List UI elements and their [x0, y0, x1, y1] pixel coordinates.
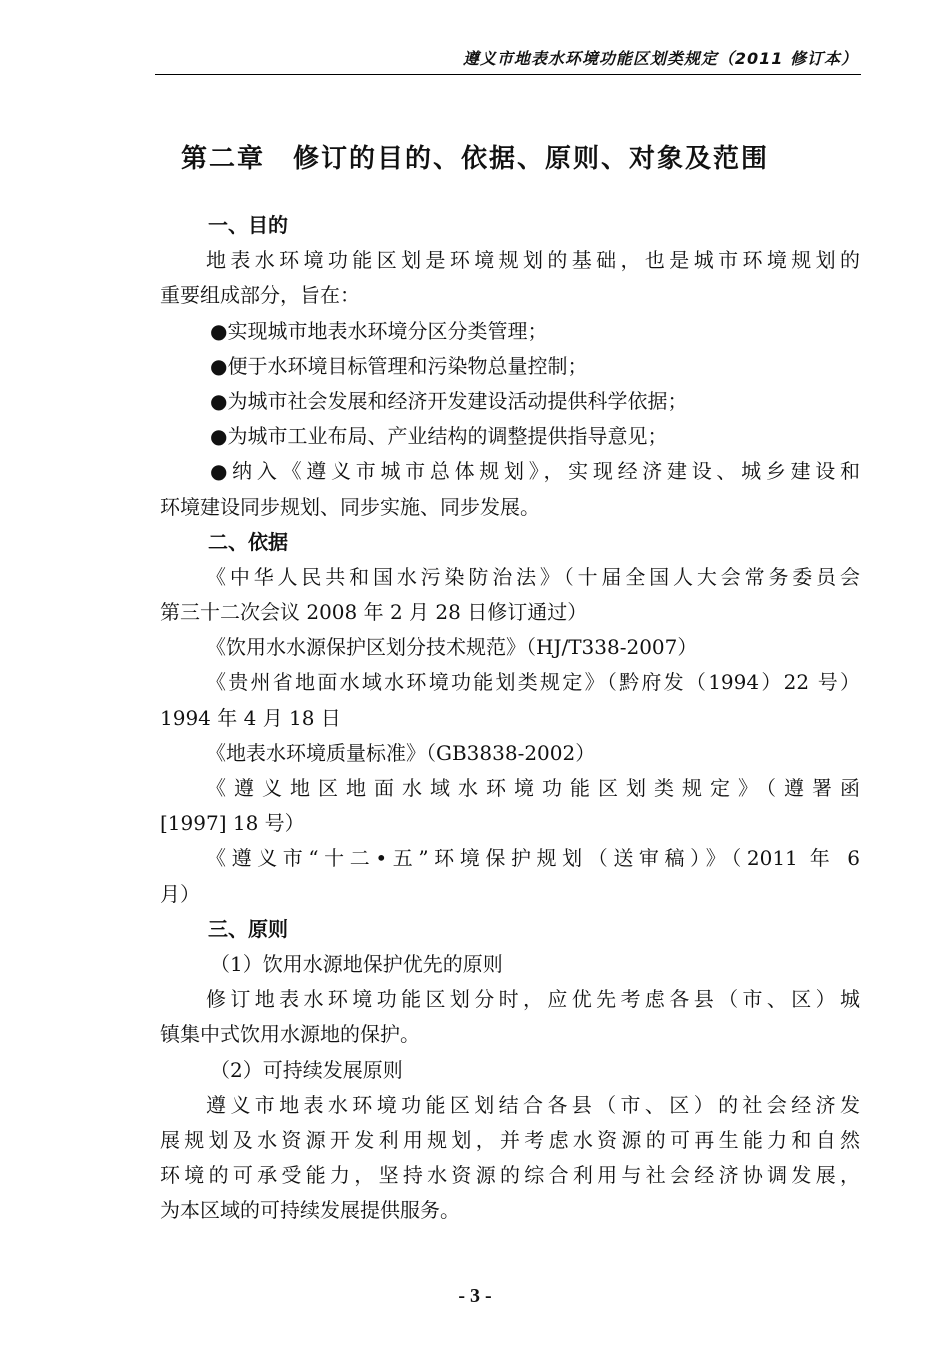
reference-line: 第三十二次会议 2008 年 2 月 28 日修订通过） [160, 600, 588, 625]
paragraph-line: 环境的可承受能力，坚持水资源的综合利用与社会经济协调发展， [160, 1163, 860, 1188]
reference-line: 《中华人民共和国水污染防治法》（十届全国人大会常务委员会 [206, 564, 860, 589]
reference-line: 《遵义市“十二•五”环境保护规划（送审稿）》（2011 年 6 [206, 846, 860, 871]
paragraph-line: 修订地表水环境功能区划分时，应优先考虑各县（市、区）城 [206, 987, 860, 1012]
bullet-item: ●为城市工业布局、产业结构的调整提供指导意见； [210, 424, 668, 449]
reference-line: 《遵义地区地面水域水环境功能区划类规定》（遵署函 [206, 776, 860, 800]
paragraph-line: 环境建设同步规划、同步实施、同步发展。 [160, 494, 540, 519]
subheading: （1）饮用水源地保护优先的原则 [210, 951, 503, 976]
section-heading-purpose: 一、目的 [208, 213, 288, 237]
paragraph-line: 遵义市地表水环境功能区划结合各县（市、区）的社会经济发 [206, 1092, 860, 1117]
reference-line: 《地表水环境质量标准》（GB3838-2002） [206, 740, 596, 765]
bullet-item: ●为城市社会发展和经济开发建设活动提供科学依据； [210, 388, 688, 413]
document-body [160, 208, 860, 1228]
chapter-title: 第二章 修订的目的、依据、原则、对象及范围 [180, 144, 769, 174]
reference-line: 月） [160, 881, 200, 906]
reference-line: 1994 年 4 月 18 日 [160, 705, 341, 730]
bullet-item: ●纳入《遵义市城市总体规划》，实现经济建设、城乡建设和 [210, 459, 860, 484]
reference-line: 《贵州省地面水域水环境功能划类规定》（黔府发（1994）22 号） [206, 670, 860, 695]
paragraph-line: 重要组成部分，旨在： [160, 283, 360, 308]
header-rule [155, 74, 861, 75]
subheading: （2）可持续发展原则 [210, 1057, 403, 1082]
paragraph-line: 为本区域的可持续发展提供服务。 [160, 1198, 460, 1223]
paragraph-line: 镇集中式饮用水源地的保护。 [160, 1022, 420, 1047]
bullet-item: ●便于水环境目标管理和污染物总量控制； [210, 353, 588, 378]
section-heading-basis: 二、依据 [208, 529, 288, 554]
paragraph-line: 展规划及水资源开发利用规划，并考虑水资源的可再生能力和自然 [160, 1127, 860, 1152]
reference-line: [1997] 18 号） [160, 811, 305, 836]
running-header-title: 遵义市地表水环境功能区划类规定（2011 修订本） [462, 49, 858, 68]
bullet-item: ●实现城市地表水环境分区分类管理； [210, 318, 548, 343]
paragraph-line: 地表水环境功能区划是环境规划的基础，也是城市环境规划的 [206, 248, 860, 273]
section-heading-principles: 三、原则 [208, 916, 288, 941]
reference-line: 《饮用水水源保护区划分技术规范》（HJ/T338-2007） [206, 635, 698, 660]
page-number: - 3 - [458, 1285, 492, 1307]
